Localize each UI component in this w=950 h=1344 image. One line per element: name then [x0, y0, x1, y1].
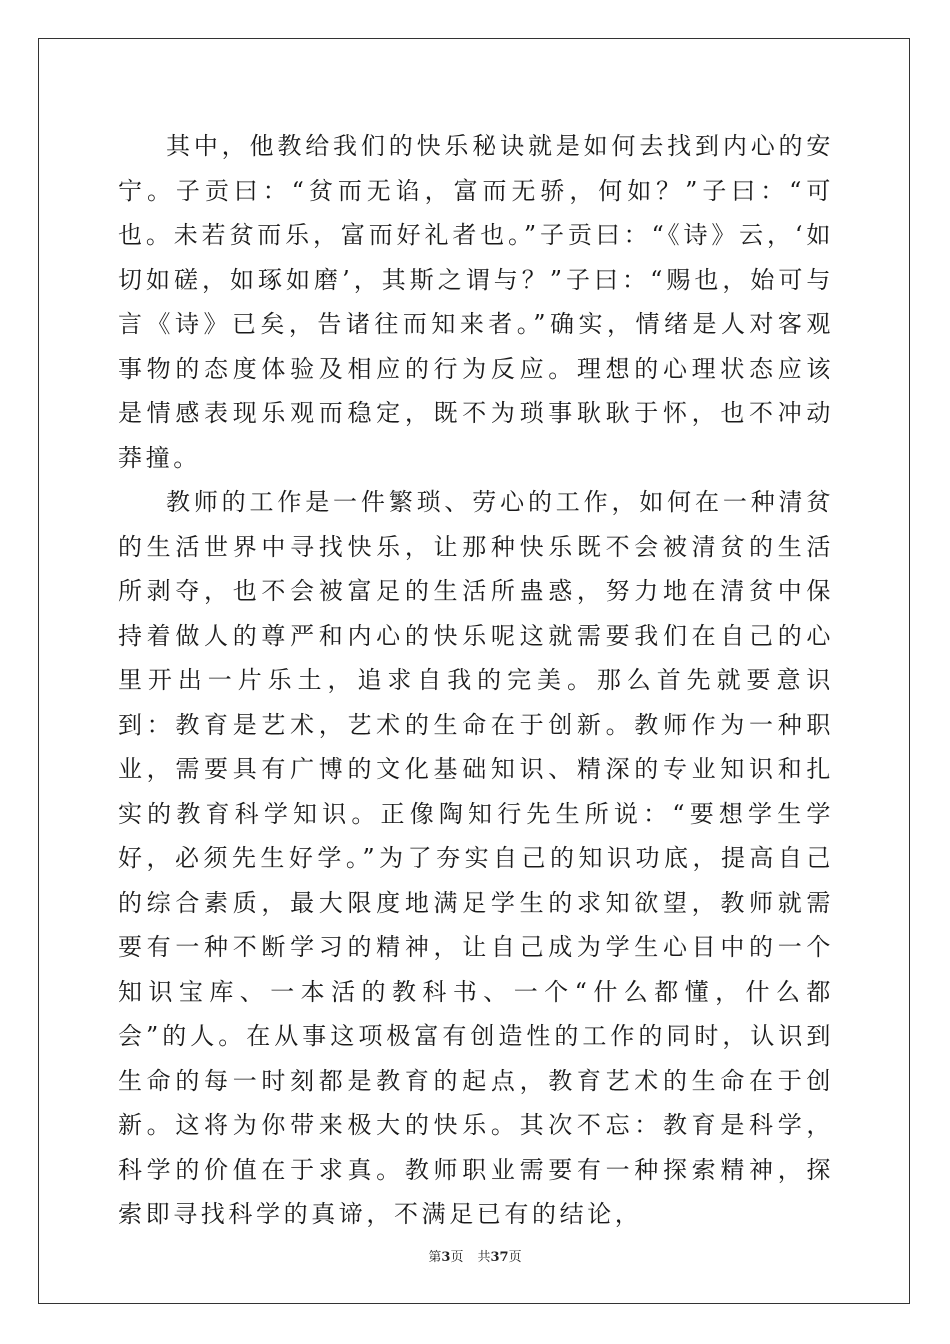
footer-total-pages: 37: [490, 1250, 509, 1265]
document-body: [118, 124, 834, 1237]
paragraph-1: 其中，他教给我们的快乐秘诀就是如何去找到内心的安宁。子贡曰：“贫而无谄，富而无骄，何如？”子曰：“可也。未若贫而乐，富而好礼者也。”子贡曰：“《诗》云，‘如切如磋，如琢如磨’，其斯之谓与？”子曰：“赐也，始可与言《诗》已矣，告诸往而知来者。”确实，情绪是人对客观事物的态度体验及相应的行为反应。理想的心理状态应该是情感表现乐观而稳定，既不为琐事耿耿于怀，也不冲动莽撞。: [118, 132, 834, 472]
page-footer: [0, 1246, 950, 1265]
footer-page-number: 3: [441, 1250, 451, 1265]
footer-total-unit: 页: [508, 1250, 522, 1265]
paragraph-2: 教师的工作是一件繁琐、劳心的工作，如何在一种清贫的生活世界中寻找快乐，让那种快乐既不会被清贫的生活所剥夺，也不会被富足的生活所蛊惑，努力地在清贫中保持着做人的尊严和内心的快乐呢这就需要我们在自己的心里开出一片乐土，追求自我的完美。那么首先就要意识到：教育是艺术，艺术的生命在于创新。教师作为一种职业，需要具有广博的文化基础知识、精深的专业知识和扎实的教育科学知识。正像陶知行先生所说：“要想学生学好，必须先生好学。”为了夯实自己的知识功底，提高自己的综合素质，最大限度地满足学生的求知欲望，教师就需要有一种不断学习的精神，让自己成为学生心目中的一个知识宝库、一本活的教科书、一个“什么都懂，什么都会”的人。在从事这项极富有创造性的工作的同时，认识到生命的每一时刻都是教育的起点，教育艺术的生命在于创新。这将为你带来极大的快乐。其次不忘：教育是科学，科学的价值在于求真。教师职业需要有一种探索精神，探索即寻找科学的真谛，不满足已有的结论，: [118, 488, 834, 1228]
footer-page-unit: 页: [450, 1250, 464, 1265]
footer-page-prefix: 第: [428, 1250, 442, 1265]
footer-total-prefix: 共: [477, 1250, 491, 1265]
